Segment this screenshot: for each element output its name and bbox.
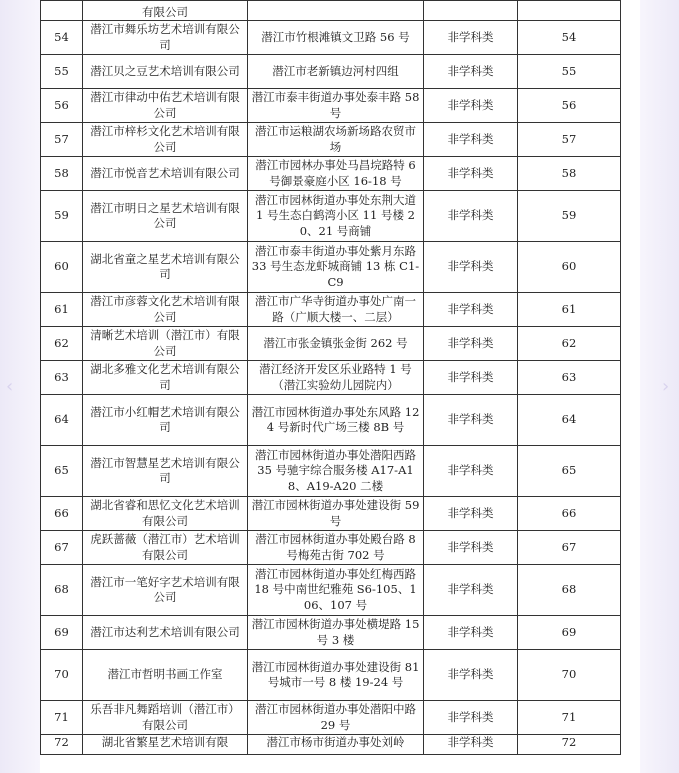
table-row [41,157,621,191]
seq-cell: 57 [41,123,83,157]
type-cell: 非学科类 [424,701,518,735]
address-cell: 潜江市园林街道办事处潜阳中路 29 号 [248,701,424,735]
table-row [41,616,621,650]
num-cell: 72 [518,735,621,755]
name-cell: 潜江市智慧星艺术培训有限公司 [83,446,248,497]
num-cell: 55 [518,55,621,89]
table-row [41,361,621,395]
type-cell: 非学科类 [424,157,518,191]
seq-cell: 56 [41,89,83,123]
seq-cell: 62 [41,327,83,361]
name-cell: 潜江市悦音艺术培训有限公司 [83,157,248,191]
num-cell: 60 [518,242,621,293]
name-cell: 清晰艺术培训（潜江市）有限公司 [83,327,248,361]
type-cell: 非学科类 [424,123,518,157]
table-row [41,191,621,242]
name-cell: 潜江市达利艺术培训有限公司 [83,616,248,650]
seq-cell: 71 [41,701,83,735]
type-cell: 非学科类 [424,650,518,701]
address-cell: 潜江市园林街道办事处东荆大道 1 号生态白鹤湾小区 11 号楼 20、21 号商铺 [248,191,424,242]
num-cell: 56 [518,89,621,123]
type-cell: 非学科类 [424,497,518,531]
address-cell: 潜江市园林街道办事处建设街 59 号 [248,497,424,531]
num-cell: 58 [518,157,621,191]
table-row [41,89,621,123]
address-cell: 潜江市泰丰街道办事处紫月东路 33 号生态龙虾城商铺 13 栋 C1-C9 [248,242,424,293]
table-row [41,395,621,446]
seq-cell: 68 [41,565,83,616]
address-cell: 潜江市园林街道办事处潜阳西路 35 号驰宇综合服务楼 A17-A18、A19-A20 二楼 [248,446,424,497]
address-cell: 潜江经济开发区乐业路特 1 号（潜江实验幼儿园院内） [248,361,424,395]
type-cell: 非学科类 [424,531,518,565]
name-cell: 湖北省童之星艺术培训有限公司 [83,242,248,293]
num-cell: 63 [518,361,621,395]
seq-cell: 70 [41,650,83,701]
table-row [41,123,621,157]
seq-cell: 66 [41,497,83,531]
table-row [41,531,621,565]
address-cell: 潜江市园林街道办事处殿台路 8 号梅苑古街 702 号 [248,531,424,565]
num-cell: 61 [518,293,621,327]
address-cell: 潜江市园林办事处马昌垸路特 6 号御景豪庭小区 16-18 号 [248,157,424,191]
address-cell [248,1,424,21]
left-chevron-mark: ‹ [6,376,14,397]
seq-cell: 61 [41,293,83,327]
name-cell: 有限公司 [83,1,248,21]
type-cell: 非学科类 [424,55,518,89]
table-row [41,735,621,755]
address-cell: 潜江市张金镇张金街 262 号 [248,327,424,361]
num-cell: 59 [518,191,621,242]
num-cell: 68 [518,565,621,616]
type-cell: 非学科类 [424,21,518,55]
address-cell: 潜江市园林街道办事处东风路 124 号新时代广场三楼 8B 号 [248,395,424,446]
name-cell: 湖北省睿和思忆文化艺术培训有限公司 [83,497,248,531]
address-cell: 潜江市运粮湖农场新场路农贸市场 [248,123,424,157]
table-row [41,650,621,701]
address-cell: 潜江市老新镇边河村四组 [248,55,424,89]
num-cell: 66 [518,497,621,531]
type-cell: 非学科类 [424,191,518,242]
address-cell: 潜江市园林街道办事处建设街 81 号城市一号 8 楼 19-24 号 [248,650,424,701]
seq-cell: 58 [41,157,83,191]
seq-cell: 55 [41,55,83,89]
table-row [41,565,621,616]
address-cell: 潜江市杨市街道办事处刘岭 [248,735,424,755]
num-cell: 67 [518,531,621,565]
num-cell: 70 [518,650,621,701]
seq-cell: 72 [41,735,83,755]
table-row [41,446,621,497]
type-cell: 非学科类 [424,89,518,123]
num-cell: 62 [518,327,621,361]
type-cell: 非学科类 [424,242,518,293]
num-cell: 65 [518,446,621,497]
name-cell: 潜江贝之豆艺术培训有限公司 [83,55,248,89]
name-cell: 湖北省繁星艺术培训有限 [83,735,248,755]
seq-cell: 69 [41,616,83,650]
num-cell: 71 [518,701,621,735]
address-cell: 潜江市泰丰街道办事处泰丰路 58 号 [248,89,424,123]
seq-cell [41,1,83,21]
table-row [41,293,621,327]
num-cell: 64 [518,395,621,446]
table-row [41,55,621,89]
type-cell: 非学科类 [424,565,518,616]
name-cell: 潜江市彦蓉文化艺术培训有限公司 [83,293,248,327]
num-cell [518,1,621,21]
seq-cell: 67 [41,531,83,565]
type-cell: 非学科类 [424,616,518,650]
name-cell: 潜江市小红帽艺术培训有限公司 [83,395,248,446]
type-cell: 非学科类 [424,395,518,446]
name-cell: 虎跃蔷薇（潜江市）艺术培训有限公司 [83,531,248,565]
name-cell: 潜江市一笔好字艺术培训有限公司 [83,565,248,616]
num-cell: 69 [518,616,621,650]
right-chevron-mark: › [662,376,670,397]
institution-table [40,0,621,755]
seq-cell: 54 [41,21,83,55]
type-cell: 非学科类 [424,735,518,755]
table-row [41,1,621,21]
seq-cell: 60 [41,242,83,293]
table-row [41,21,621,55]
name-cell: 潜江市舞乐坊艺术培训有限公司 [83,21,248,55]
table-row [41,701,621,735]
type-cell: 非学科类 [424,361,518,395]
address-cell: 潜江市园林街道办事处红梅西路 18 号中南世纪雅苑 S6-105、106、107 号 [248,565,424,616]
address-cell: 潜江市广华寺街道办事处广南一路（广顺大楼一、二层） [248,293,424,327]
seq-cell: 63 [41,361,83,395]
num-cell: 57 [518,123,621,157]
name-cell: 乐吾非凡舞蹈培训（潜江市）有限公司 [83,701,248,735]
type-cell: 非学科类 [424,446,518,497]
table-row [41,497,621,531]
seq-cell: 64 [41,395,83,446]
name-cell: 潜江市哲明书画工作室 [83,650,248,701]
name-cell: 潜江市律动中佑艺术培训有限公司 [83,89,248,123]
address-cell: 潜江市竹根滩镇文卫路 56 号 [248,21,424,55]
seq-cell: 65 [41,446,83,497]
type-cell: 非学科类 [424,327,518,361]
address-cell: 潜江市园林街道办事处横堤路 15 号 3 楼 [248,616,424,650]
table-row [41,242,621,293]
type-cell: 非学科类 [424,293,518,327]
num-cell: 54 [518,21,621,55]
table-row [41,327,621,361]
seq-cell: 59 [41,191,83,242]
name-cell: 湖北多雅文化艺术培训有限公司 [83,361,248,395]
name-cell: 潜江市明日之星艺术培训有限公司 [83,191,248,242]
name-cell: 潜江市梓杉文化艺术培训有限公司 [83,123,248,157]
type-cell [424,1,518,21]
